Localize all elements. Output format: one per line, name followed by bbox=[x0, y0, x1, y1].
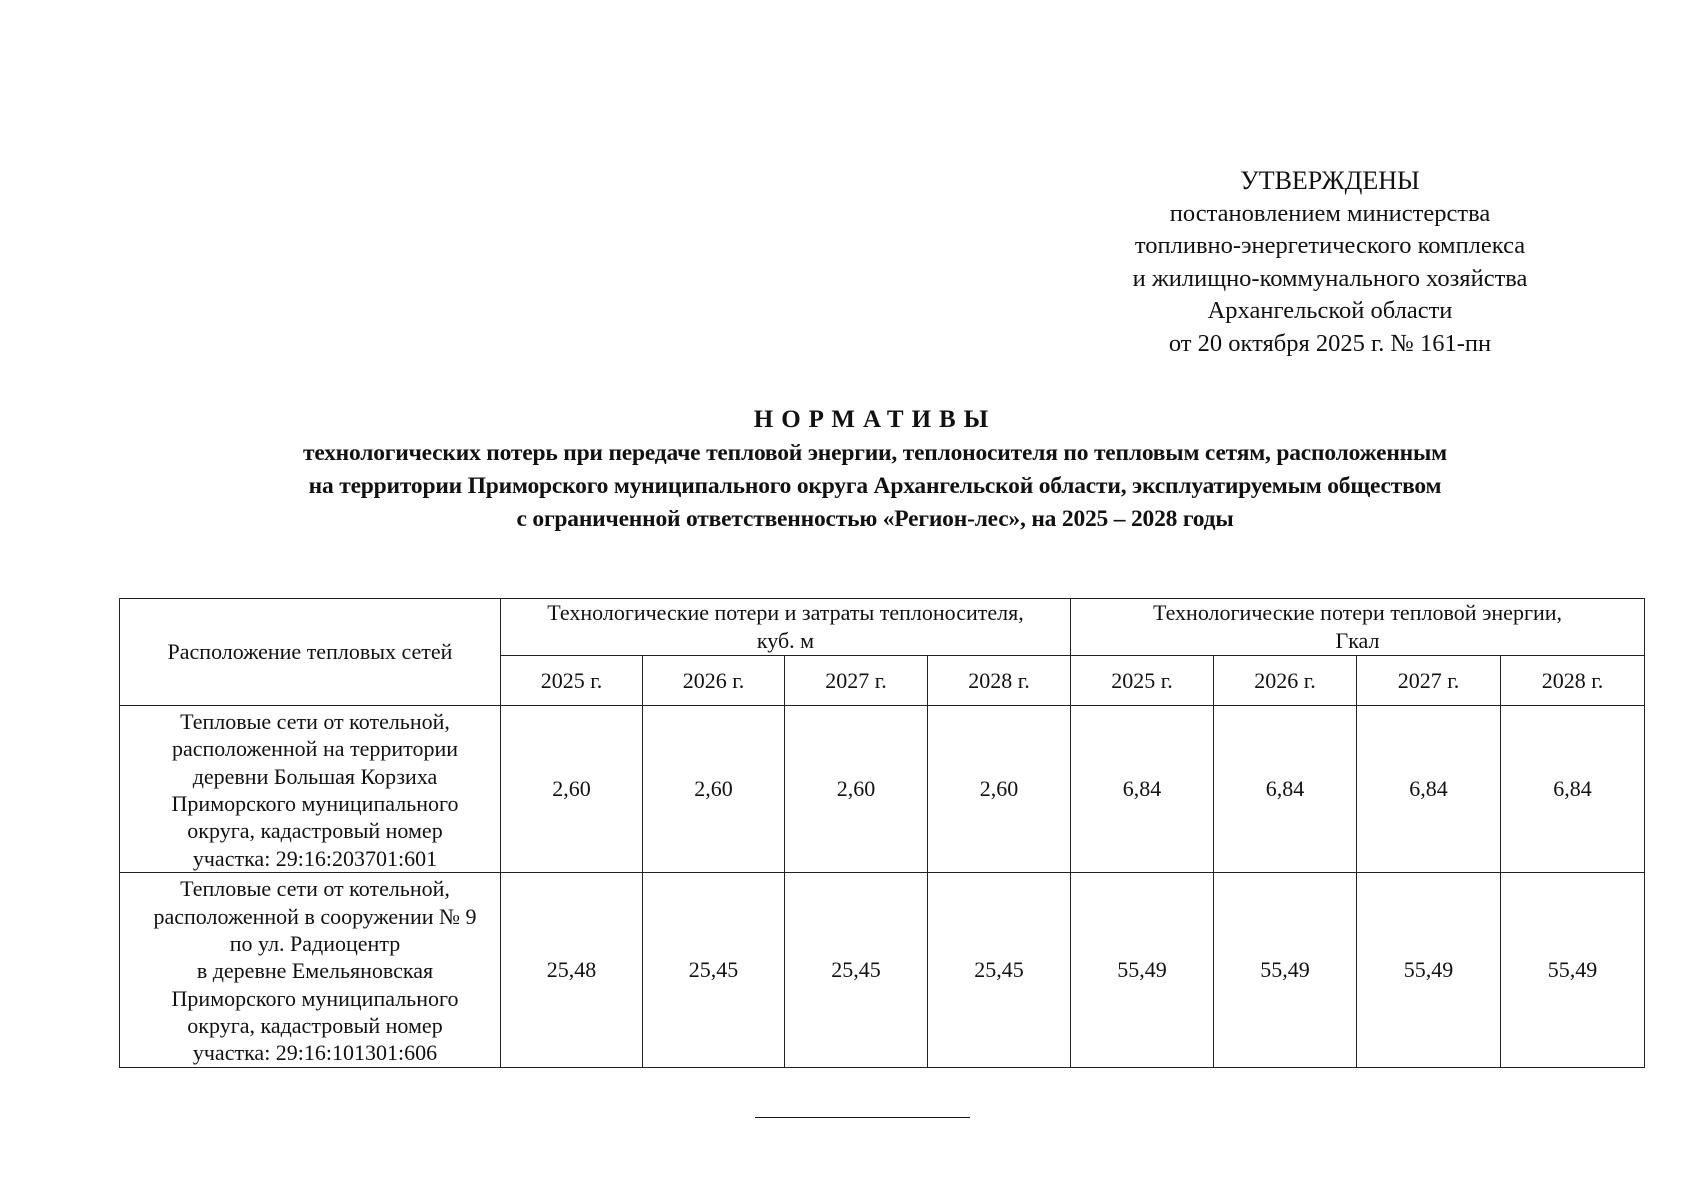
coolant-value-cell: 2,60 bbox=[928, 706, 1071, 873]
energy-value-cell: 6,84 bbox=[1214, 706, 1357, 873]
coolant-value-cell: 25,45 bbox=[643, 873, 785, 1068]
norms-table bbox=[119, 598, 1645, 1068]
location-cell bbox=[120, 873, 501, 1068]
coolant-value-cell: 25,45 bbox=[928, 873, 1071, 1068]
coolant-header-line1: Технологические потери и затраты теплоносителя, bbox=[547, 600, 1024, 625]
location-line: Тепловые сети от котельной, bbox=[180, 709, 450, 735]
location-line: участка: 29:16:203701:601 bbox=[192, 845, 438, 871]
coolant-value-cell: 2,60 bbox=[501, 706, 643, 873]
approval-line: и жилищно-коммунального хозяйства bbox=[1132, 264, 1528, 292]
approval-line: топливно-энергетического комплекса bbox=[1134, 232, 1526, 259]
coolant-year-header: 2028 г. bbox=[928, 656, 1071, 706]
location-line: расположенной в сооружении № 9 bbox=[153, 903, 477, 929]
energy-year-header: 2028 г. bbox=[1501, 656, 1645, 706]
energy-value-cell: 55,49 bbox=[1214, 873, 1357, 1068]
end-of-document-divider bbox=[755, 1117, 970, 1118]
energy-header-unit: Гкал bbox=[1335, 628, 1380, 653]
energy-year-header: 2027 г. bbox=[1357, 656, 1501, 706]
location-column-header: Расположение тепловых сетей bbox=[120, 599, 501, 706]
location-line: в деревне Емельяновская bbox=[196, 958, 434, 984]
table-row bbox=[120, 706, 1645, 873]
energy-year-header: 2026 г. bbox=[1214, 656, 1357, 706]
energy-value-cell: 6,84 bbox=[1501, 706, 1645, 873]
document-subtitle-line: технологических потерь при передаче тепловой энергии, теплоносителя по тепловым сетям, расположенным bbox=[303, 440, 1447, 466]
coolant-value-cell: 2,60 bbox=[785, 706, 928, 873]
location-line: Тепловые сети от котельной, bbox=[180, 876, 450, 902]
coolant-value-cell: 2,60 bbox=[643, 706, 785, 873]
energy-value-cell: 55,49 bbox=[1501, 873, 1645, 1068]
energy-year-header: 2025 г. bbox=[1071, 656, 1214, 706]
coolant-year-header: 2026 г. bbox=[643, 656, 785, 706]
energy-header-line1: Технологические потери тепловой энергии, bbox=[1152, 600, 1563, 625]
location-line: расположенной на территории bbox=[172, 736, 458, 762]
location-line: участка: 29:16:101301:606 bbox=[192, 1040, 438, 1066]
table-row bbox=[120, 873, 1645, 1068]
document-subtitle-line: с ограниченной ответственностью «Регион-лес», на 2025 – 2028 годы bbox=[516, 506, 1234, 532]
document-subtitle-line: на территории Приморского муниципального округа Архангельской области, эксплуатируемым обществом bbox=[308, 473, 1442, 499]
energy-value-cell: 6,84 bbox=[1357, 706, 1501, 873]
location-line: по ул. Радиоцентр bbox=[229, 931, 401, 957]
energy-value-cell: 55,49 bbox=[1071, 873, 1214, 1068]
coolant-value-cell: 25,48 bbox=[501, 873, 643, 1068]
coolant-header-unit: куб. м bbox=[756, 628, 815, 653]
coolant-year-header: 2027 г. bbox=[785, 656, 928, 706]
document-title-block bbox=[150, 403, 1600, 536]
location-line: Приморского муниципального bbox=[171, 985, 459, 1011]
location-line: деревни Большая Корзиха bbox=[192, 763, 438, 789]
coolant-value-cell: 25,45 bbox=[785, 873, 928, 1068]
energy-value-cell: 6,84 bbox=[1071, 706, 1214, 873]
approval-stamp bbox=[1080, 165, 1580, 360]
location-line: округа, кадастровый номер bbox=[187, 1012, 443, 1038]
approval-line: постановлением министерства bbox=[1169, 199, 1491, 227]
energy-value-cell: 55,49 bbox=[1357, 873, 1501, 1068]
location-cell bbox=[120, 706, 501, 873]
approval-heading: УТВЕРЖДЕНЫ bbox=[1240, 166, 1420, 195]
energy-group-header bbox=[1071, 599, 1645, 656]
location-line: округа, кадастровый номер bbox=[187, 818, 443, 844]
approval-line: Архангельской области bbox=[1207, 297, 1453, 324]
approval-line: от 20 октября 2025 г. № 161-пн bbox=[1168, 329, 1492, 357]
coolant-group-header bbox=[501, 599, 1071, 656]
coolant-year-header: 2025 г. bbox=[501, 656, 643, 706]
location-line: Приморского муниципального bbox=[171, 791, 459, 816]
document-title: НОРМАТИВЫ bbox=[753, 406, 997, 433]
